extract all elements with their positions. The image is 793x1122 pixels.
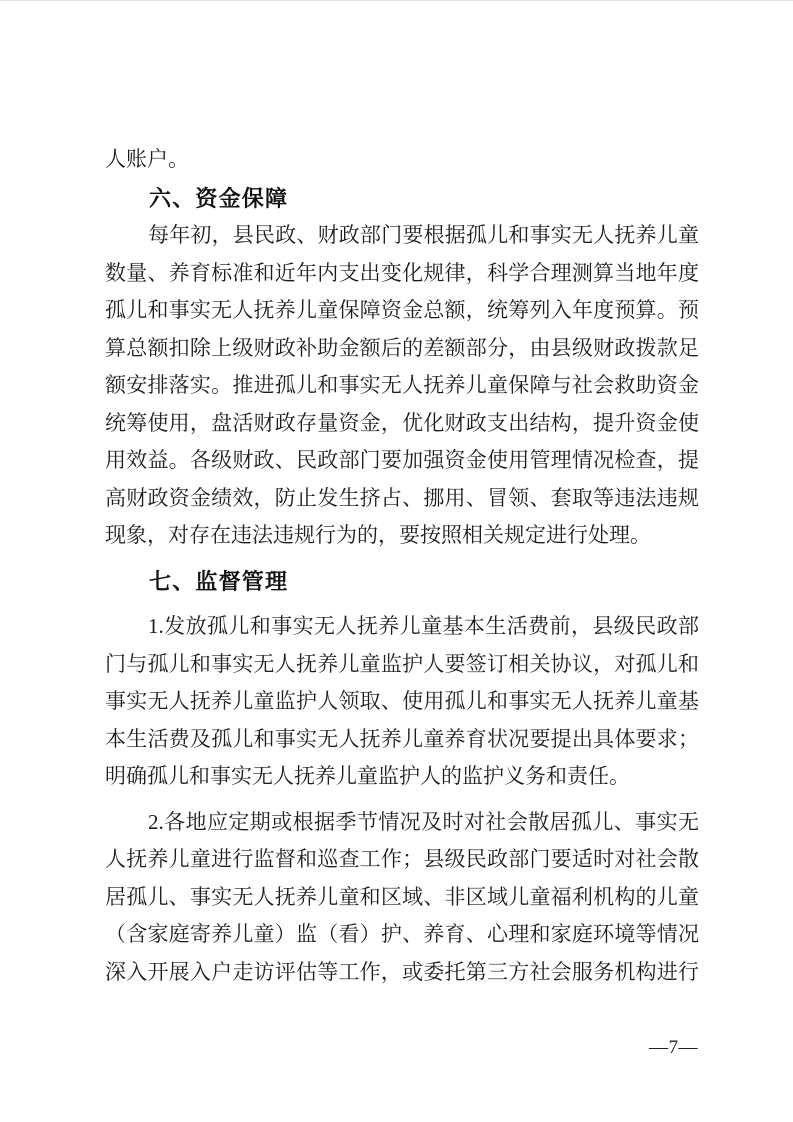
- body-line: 事实无人抚养儿童监护人领取、使用孤儿和事实无人抚养儿童基: [105, 689, 699, 713]
- body-line: 居孤儿、事实无人抚养儿童和区域、非区域儿童福利机构的儿童: [105, 884, 699, 909]
- section-7-paragraph-1: [105, 608, 699, 796]
- body-line: 高财政资金绩效，防止发生挤占、挪用、冒领、套取等违法违规: [105, 485, 699, 510]
- body-line: 统筹使用，盘活财政存量资金，优化财政支出结构，提升资金使: [105, 410, 699, 435]
- body-line: 用效益。各级财政、民政部门要加强资金使用管理情况检查，提: [105, 448, 699, 472]
- body-line: 人抚养儿童进行监督和巡查工作；县级民政部门要适时对社会散: [105, 847, 699, 871]
- body-line: 本生活费及孤儿和事实无人抚养儿童养育状况要提出具体要求；: [105, 726, 699, 751]
- section-6-paragraph: [105, 217, 699, 555]
- carryover-line: 人账户。: [105, 147, 189, 171]
- body-line: 1.发放孤儿和事实无人抚养儿童基本生活费前，县级民政部: [148, 614, 699, 638]
- text-column: [105, 1, 699, 991]
- body-line: 孤儿和事实无人抚养儿童保障资金总额，统筹列入年度预算。预: [105, 298, 699, 322]
- body-line: 现象，对存在违法违规行为的，要按照相关规定进行处理。: [105, 523, 651, 547]
- body-line: 数量、养育标准和近年内支出变化规律，科学合理测算当地年度: [105, 260, 699, 285]
- body-line: 明确孤儿和事实无人抚养儿童监护人的监护义务和责任。: [105, 764, 630, 788]
- body-line: 每年初，县民政、财政部门要根据孤儿和事实无人抚养儿童: [148, 223, 699, 247]
- body-line: 门与孤儿和事实无人抚养儿童监护人要签订相关协议，对孤儿和: [105, 651, 699, 676]
- section-6-heading: 六、资金保障: [149, 185, 289, 211]
- body-line: 2.各地应定期或根据季节情况及时对社会散居孤儿、事实无: [148, 809, 699, 834]
- section-7-heading: 七、监督管理: [149, 568, 289, 594]
- section-7-paragraph-2: [105, 804, 699, 992]
- body-line: 深入开展入户走访评估等工作，或委托第三方社会服务机构进行: [105, 959, 699, 984]
- body-line: 算总额扣除上级财政补助金额后的差额部分，由县级财政拨款足: [105, 335, 699, 360]
- page-number: —7—: [649, 1037, 698, 1058]
- body-line: 额安排落实。推进孤儿和事实无人抚养儿童保障与社会救助资金: [105, 373, 699, 397]
- body-line: （含家庭寄养儿童）监（看）护、养育、心理和家庭环境等情况: [105, 922, 699, 946]
